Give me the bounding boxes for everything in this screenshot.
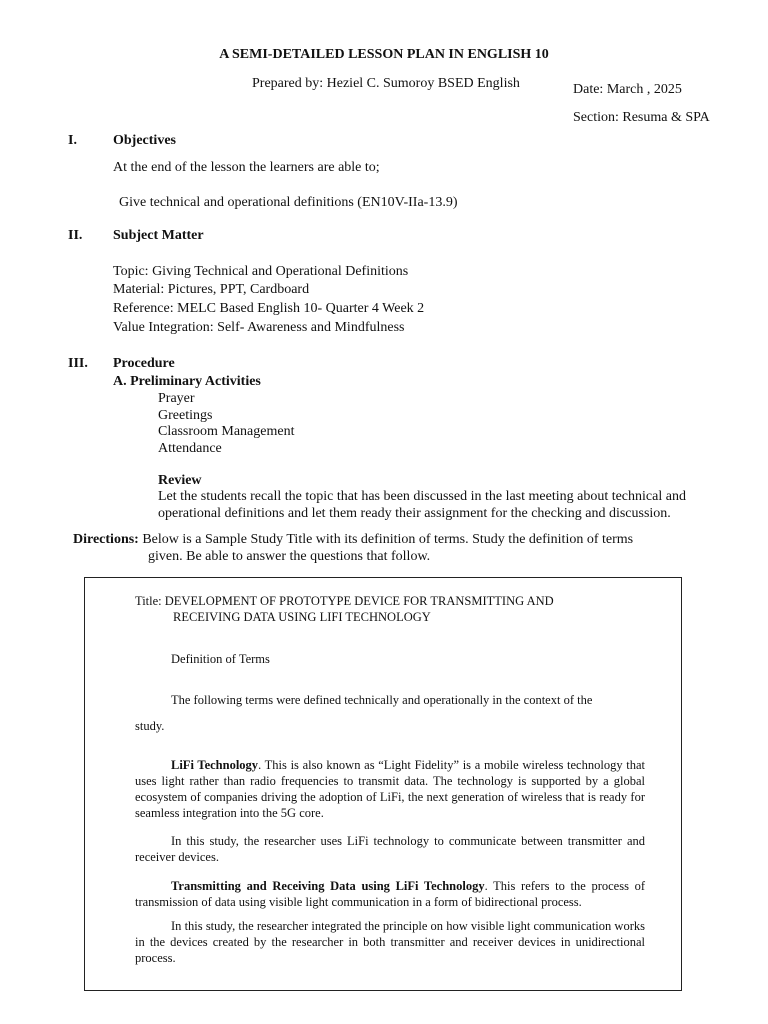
subject-value-integration: Value Integration: Self- Awareness and Mindfulness bbox=[113, 320, 405, 335]
term-lifi-name: LiFi Technology bbox=[171, 758, 259, 772]
subject-reference: Reference: MELC Based English 10- Quarter 4 Week 2 bbox=[113, 301, 425, 316]
activity-prayer: Prayer bbox=[158, 391, 195, 406]
study-title-line-1: Title: DEVELOPMENT OF PROTOTYPE DEVICE FOR TRANSMITTING AND bbox=[135, 594, 554, 608]
directions bbox=[73, 531, 673, 565]
definition-of-terms-heading: Definition of Terms bbox=[171, 652, 270, 666]
term-transmitting-name: Transmitting and Receiving Data using LiFi Technology bbox=[171, 879, 485, 893]
preliminary-activities-heading: A. Preliminary Activities bbox=[113, 374, 261, 389]
terms-intro-line-1: The following terms were defined technically and operationally in the context of the bbox=[171, 693, 593, 707]
activity-classroom-management: Classroom Management bbox=[158, 424, 295, 439]
activity-attendance: Attendance bbox=[158, 441, 222, 456]
objectives-intro: At the end of the lesson the learners are able to; bbox=[113, 160, 380, 175]
review-text: Let the students recall the topic that has been discussed in the last meeting about technical and operational definitions and let them ready their assignment for the checking and discussion. bbox=[158, 489, 686, 521]
term-transmitting-technical bbox=[135, 878, 645, 910]
lesson-section: Section: Resuma & SPA bbox=[573, 110, 710, 125]
directions-label: Directions: bbox=[73, 532, 139, 547]
lesson-date: Date: March , 2025 bbox=[573, 82, 682, 97]
subject-topic: Topic: Giving Technical and Operational Definitions bbox=[113, 264, 409, 279]
review-heading: Review bbox=[158, 473, 202, 488]
term-lifi-technical bbox=[135, 757, 645, 821]
directions-line-1: Below is a Sample Study Title with its definition of terms. Study the definition of terms bbox=[138, 532, 634, 547]
activity-greetings: Greetings bbox=[158, 408, 213, 423]
term-transmitting-operational bbox=[135, 918, 645, 966]
objectives-number: I. bbox=[68, 133, 77, 148]
term-lifi-operational-text: In this study, the researcher uses LiFi technology to communicate between transmitter and receiver devices. bbox=[135, 834, 645, 864]
objective-item: Give technical and operational definitions (EN10V-IIa-13.9) bbox=[119, 195, 458, 210]
term-lifi-operational bbox=[135, 833, 645, 865]
procedure-heading: Procedure bbox=[113, 356, 175, 371]
prepared-by: Prepared by: Heziel C. Sumoroy BSED English bbox=[252, 76, 520, 91]
term-lifi-definition: . This is also known as “Light Fidelity” is a mobile wireless technology that uses light rather than radio frequencies to transmit data. The technology is supported by a global ecosystem of companies driving the adoption of LiFi, the next generation of wireless that is ready for seamless integration into the 5G core. bbox=[135, 758, 646, 820]
directions-line-2: given. Be able to answer the questions that follow. bbox=[148, 549, 431, 564]
term-transmitting-operational-text: In this study, the researcher integrated the principle on how visible light communication works in the devices created by the researcher in both transmitter and receiver devices in unidirectional process. bbox=[135, 919, 645, 965]
objectives-heading: Objectives bbox=[113, 133, 176, 148]
terms-intro-line-2: study. bbox=[135, 719, 165, 733]
procedure-number: III. bbox=[68, 356, 88, 371]
subject-matter-number: II. bbox=[68, 228, 83, 243]
page-title: A SEMI-DETAILED LESSON PLAN IN ENGLISH 10 bbox=[219, 47, 549, 62]
subject-material: Material: Pictures, PPT, Cardboard bbox=[113, 282, 310, 297]
study-title-line-2: RECEIVING DATA USING LIFI TECHNOLOGY bbox=[173, 610, 431, 624]
subject-matter-heading: Subject Matter bbox=[113, 228, 204, 243]
term-transmitting-definition: . This refers to the process of transmission of data using visible light communication in a form of bidirectional process. bbox=[135, 879, 646, 909]
